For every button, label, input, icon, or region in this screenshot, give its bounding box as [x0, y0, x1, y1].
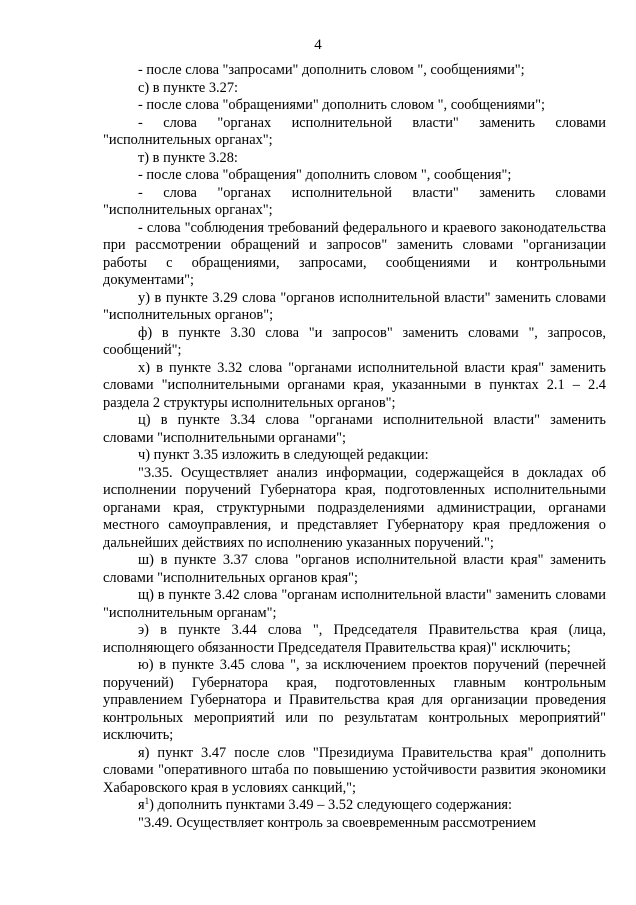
paragraph: я) пункт 3.47 после слов "Президиума Правительства края" дополнить словами "оперативного штаба по повышению устойчивости развития экономики Хабаровского края в условиях санкций,";: [103, 744, 606, 796]
paragraph: с) в пункте 3.27:: [138, 79, 239, 96]
paragraph: - слова "органах исполнительной власти" заменить словами "исполнительных органах";: [103, 114, 606, 148]
document-body: [103, 62, 606, 832]
paragraph: "3.49. Осуществляет контроль за своевременным рассмотрением: [138, 814, 536, 831]
paragraph: - слова "соблюдения требований федерального и краевого законодательства при рассмотрении обращений и запросов" заменить словами "организации работы с обращениями, запросами, сообщениями и контрольными документами";: [103, 219, 606, 288]
paragraph: э) в пункте 3.44 слова ", Председателя Правительства края (лица, исполняющего обязанности Председателя Правительства края)" исключить;: [103, 622, 606, 656]
paragraph: т) в пункте 3.28:: [138, 149, 238, 166]
paragraph: щ) в пункте 3.42 слова "органам исполнительной власти" заменить словами "исполнительным органам";: [103, 587, 606, 621]
paragraph: ш) в пункте 3.37 слова "органов исполнительной власти края" заменить словами "исполнительных органов края";: [103, 552, 606, 586]
paragraph: ц) в пункте 3.34 слова "органами исполнительной власти" заменить словами "исполнительными органами";: [103, 412, 606, 446]
paragraph: ю) в пункте 3.45 слова ", за исключением проектов поручений (перечней поручений) Губернатора края, подготовленных главным контрольным управлением Губернатора и Правительства края для организации проведения контрольных мероприятий или по результатам контрольных мероприятий" исключить;: [103, 657, 606, 743]
paragraph: у) в пункте 3.29 слова "органов исполнительной власти" заменить словами "исполнительных органов";: [103, 289, 606, 323]
paragraph: ф) в пункте 3.30 слова "и запросов" заменить словами ", запросов, сообщений";: [103, 324, 606, 358]
paragraph: - после слова "запросами" дополнить словом ", сообщениями";: [138, 62, 525, 78]
paragraph: $я^1$) дополнить пунктами 3.49 – 3.52 следующего содержания:: [138, 796, 513, 813]
paragraph: ч) пункт 3.35 изложить в следующей редакции:: [138, 447, 429, 463]
superscript: 1: [144, 796, 150, 806]
paragraph: "3.35. Осуществляет анализ информации, содержащейся в докладах об исполнении поручений Губернатора края, подготовленных исполнительными органами края, структурными подразделениями администрации, органами местного самоуправления, и представляет Губернатору края предложения о дальнейших действиях по исполнению указанных поручений.";: [103, 464, 606, 551]
page-number: 4: [314, 37, 322, 53]
paragraph: - слова "органах исполнительной власти" заменить словами "исполнительных органах";: [103, 184, 606, 218]
paragraph: х) в пункте 3.32 слова "органами исполнительной власти края" заменить словами "исполнительными органами края, указанными в пунктах 2.1 – 2.4 раздела 2 структуры исполнительных органов";: [103, 359, 606, 411]
paragraph: - после слова "обращениями" дополнить словом ", сообщениями";: [138, 97, 545, 113]
paragraph: - после слова "обращения" дополнить словом ", сообщения";: [138, 167, 512, 183]
